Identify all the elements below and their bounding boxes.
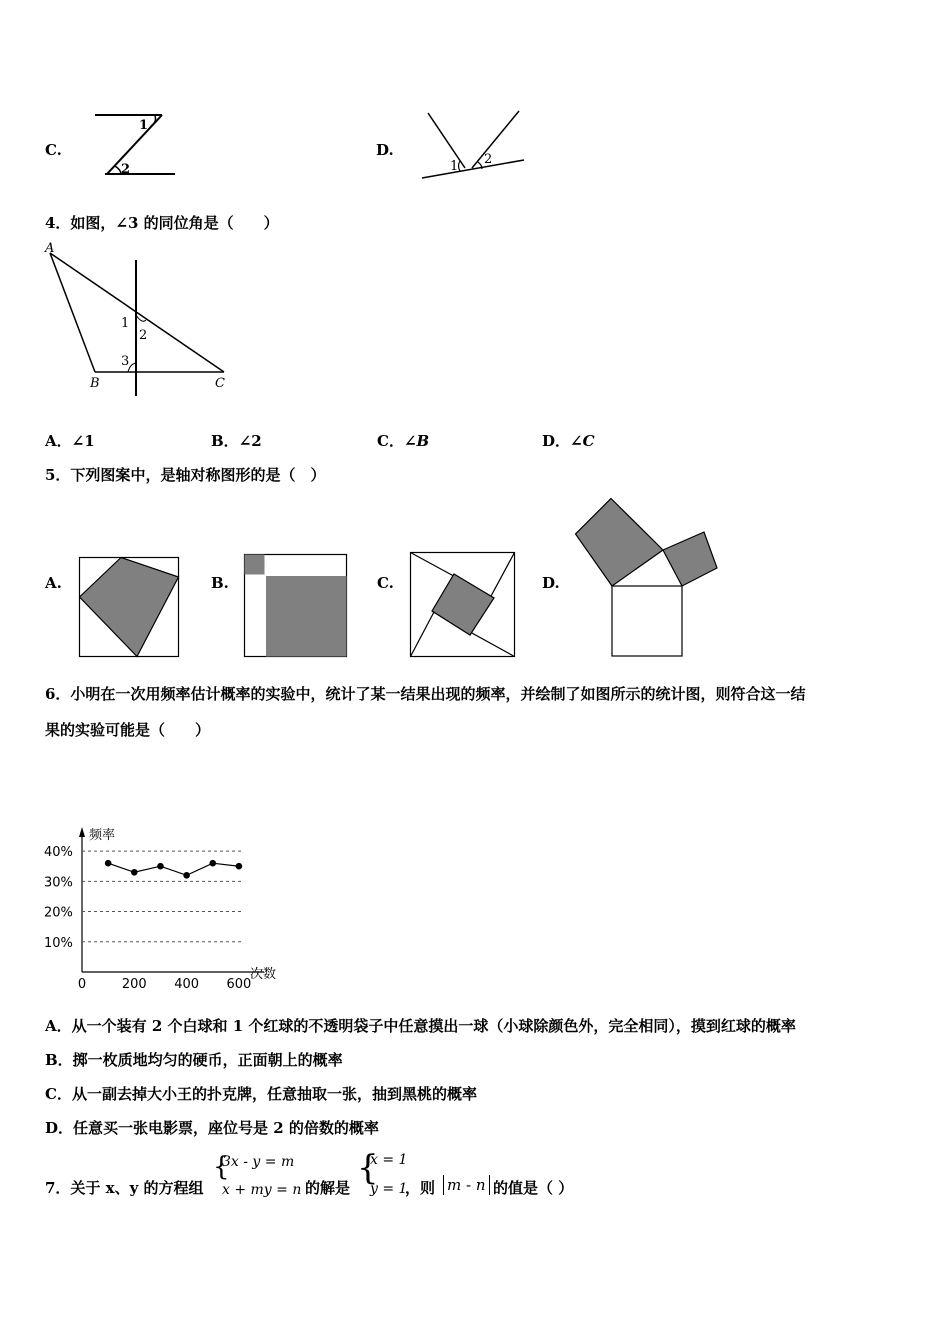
q4-option-a[interactable] [45, 430, 95, 451]
q6-stem-line-2: 果的实验可能是（ ） [45, 721, 211, 739]
q4-triangle-figure [42, 240, 242, 400]
q5-option-a-label[interactable]: A. [45, 574, 62, 592]
q6-option-c[interactable]: C．从一副去掉大小王的扑克牌，任意抽取一张，抽到黑桃的概率 [45, 1085, 477, 1103]
q4-option-c-value: ∠B [403, 432, 430, 450]
chart-data-point [209, 860, 216, 867]
q4-angle-2-label: 2 [139, 328, 148, 343]
q5-figure-d [575, 498, 720, 658]
chart-data-point [105, 860, 112, 867]
q7-solution-x: x = 1 [370, 1152, 408, 1168]
q4-option-b-key: B． [211, 432, 239, 450]
q5-figure-a [79, 557, 179, 657]
q4-option-b[interactable] [211, 430, 262, 451]
chart-x-tick-label: 600 [226, 977, 252, 992]
chart-data-point [131, 869, 138, 876]
q5-figure-b [244, 554, 347, 657]
chart-x-tick-label: 0 [77, 977, 87, 992]
chart-x-tick-label: 400 [174, 977, 200, 992]
q6-option-a[interactable]: A．从一个装有 2 个白球和 1 个红球的不透明袋子中任意摸出一球（小球除颜色外，完全相同），摸到红球的概率 [45, 1017, 796, 1035]
q5-option-c-label[interactable]: C. [377, 574, 394, 592]
q4-vertex-c-label: C [215, 376, 225, 391]
q4-option-c[interactable] [377, 430, 429, 451]
q3-figure-d [420, 108, 530, 183]
chart-y-axis-arrow [79, 827, 85, 837]
q7-solution-brace: { [357, 1148, 379, 1188]
q7-equation-2: x + my = n [222, 1182, 302, 1198]
q6-option-b[interactable]: B．掷一枚质地均匀的硬币，正面朝上的概率 [45, 1051, 343, 1069]
q7-equation-1: 3x - y = m [222, 1154, 295, 1170]
q6-option-d[interactable]: D．任意买一张电影票，座位号是 2 的倍数的概率 [45, 1119, 379, 1137]
q3-c-angle-2-label: 2 [121, 162, 131, 177]
q4-option-d-value: ∠C [570, 432, 595, 450]
q4-option-a-value: ∠1 [71, 432, 95, 450]
q7-solution-y: y = 1 [370, 1181, 408, 1197]
q6-stem-line-1: 6．小明在一次用频率估计概率的实验中，统计了某一结果出现的频率，并绘制了如图所示的统计图，则符合这一结 [45, 685, 806, 703]
q4-angle-1-label: 1 [121, 316, 130, 331]
chart-y-tick-label: 30% [44, 875, 73, 891]
q4-option-b-value: ∠2 [238, 432, 262, 450]
q7-suffix: 的值是（ ） [493, 1179, 574, 1197]
q7-then-text: ，则 [405, 1179, 436, 1197]
frequency-line-chart [40, 822, 280, 992]
chart-y-tick-label: 40% [44, 845, 73, 861]
chart-x-axis-label: 次数 [250, 967, 277, 982]
q3-d-angle-1-label: 1 [450, 159, 459, 174]
q4-vertex-b-label: B [90, 376, 100, 391]
q4-stem: 4．如图，∠3 的同位角是（ ） [45, 214, 279, 232]
q5-option-b-label[interactable]: B. [211, 574, 229, 592]
q4-option-d-key: D． [542, 432, 571, 450]
q4-angle-3-label: 3 [121, 354, 130, 369]
chart-y-tick-label: 10% [44, 935, 73, 951]
q7-system-brace: { [213, 1152, 230, 1182]
chart-data-point [157, 863, 164, 870]
q3-option-c-label[interactable]: C. [45, 141, 62, 159]
q5-stem: 5．下列图案中，是轴对称图形的是（ ） [45, 466, 326, 484]
q3-d-angle-2-label: 2 [484, 152, 493, 167]
chart-data-point [183, 872, 190, 879]
q7-mid-text: 的解是 [305, 1179, 351, 1197]
chart-x-tick-label: 200 [121, 977, 147, 992]
q4-option-c-key: C． [377, 432, 404, 450]
q4-option-a-key: A． [45, 432, 72, 450]
q3-c-angle-1-label: 1 [139, 118, 149, 133]
chart-series-line [108, 863, 239, 875]
q3-option-d-label[interactable]: D. [376, 141, 394, 159]
chart-y-tick-label: 20% [44, 905, 73, 921]
q5-figure-c [410, 552, 515, 657]
q3-figure-c [95, 110, 185, 182]
q5-option-d-label[interactable]: D. [542, 574, 560, 592]
chart-y-axis-label: 频率 [89, 828, 116, 843]
q4-vertex-a-label: A [45, 241, 55, 256]
q4-option-d[interactable] [542, 430, 595, 451]
chart-data-point [236, 863, 243, 870]
q7-prefix: 7．关于 x、y 的方程组 [45, 1179, 204, 1197]
q7-absolute-value: m - n [443, 1175, 490, 1195]
